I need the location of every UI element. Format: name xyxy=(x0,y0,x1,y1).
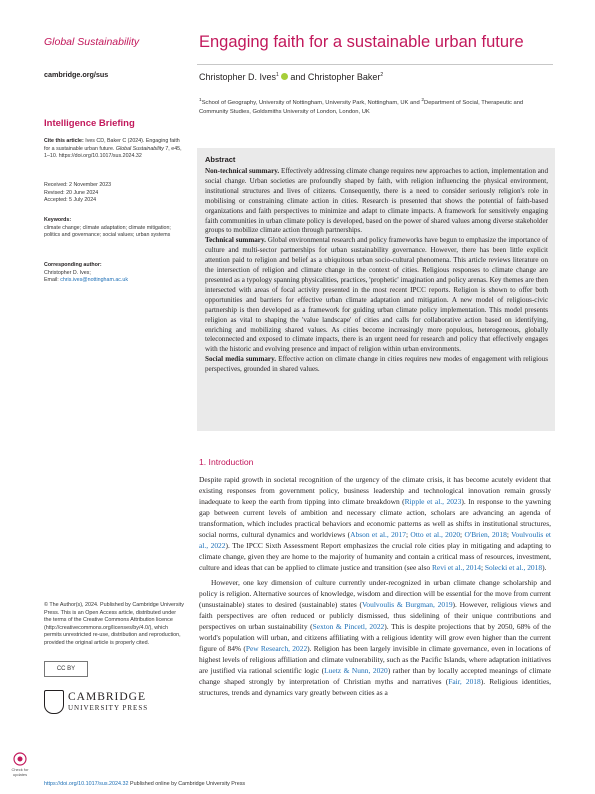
intro-paragraph-2 xyxy=(199,577,551,699)
paragraph-text: However, one key dimension of culture currently under-recognized in urban climate change scholarship and policy is religion. Alternative sources of knowledge, wisdom and direction will be essential for the move from current (unsustainable) states to desired (sustainable) states ( xyxy=(199,578,551,610)
publisher-name: CAMBRIDGE xyxy=(68,691,147,703)
affil-mark: 2 xyxy=(421,98,425,103)
crossmark-icon xyxy=(10,752,30,766)
paragraph-text: ; xyxy=(480,563,485,573)
paragraph-text: ). In response to the yawning gap between current levels of ambition and necessary climate action, scholars are advancing an agenda of transformation, which includes practical behaviors and economic patterns as well as shifts in institutional structures, social norms, cultural dynamics and worldviews ( xyxy=(199,497,551,540)
author-line xyxy=(199,72,383,82)
affil-mark: 1 xyxy=(199,98,202,103)
email-link[interactable]: chris.ives@nottingham.ac.uk xyxy=(60,277,128,283)
cambridge-shield-icon xyxy=(44,690,64,714)
affiliations xyxy=(199,96,551,117)
paragraph-text: ; xyxy=(405,530,411,540)
page-footer xyxy=(44,781,245,787)
accepted-date: Accepted: 5 July 2024 xyxy=(44,197,97,203)
author-connector: and xyxy=(287,72,308,82)
nontech-summary: Effectively addressing climate change requires new approaches to action, implementation and social change. Urban societies are profoundly shaped by faith, with religion influencing the physical environment, institutional structures and lives of citizens. Consequently, there is a need to consider seriously religion's role in mobilising or constraining climate action in cities. Research is presented that shows the potential of faith-based organizations and faith perspectives to minimize and adapt to climate impacts. A framework for sensitively engaging faith communities in urban climate policy is developed, based on the power of shared values among diverse stakeholder groups to mobilize climate action through partnerships. xyxy=(205,167,548,235)
paragraph-text: ). Religious identities, structures, trends and dynamics vary greatly between cities as a xyxy=(199,677,552,698)
citation-link[interactable]: Revi et al., 2014 xyxy=(431,563,481,573)
orcid-icon[interactable] xyxy=(281,73,288,80)
author-affil-mark: 1 xyxy=(276,72,279,78)
affiliation-1: School of Geography, University of Nottingham, University Park, Nottingham, UK and xyxy=(201,99,422,106)
paragraph-text: ). This is despite projections that by 2050, 68% of the world's population will urban, and citizens affiliating with a religious identity will grow even higher than the current figure of 84% ( xyxy=(199,622,551,654)
check-for-updates-badge[interactable] xyxy=(10,752,30,777)
author-name: Christopher D. Ives xyxy=(199,72,277,82)
corresponding-name: Christopher D. Ives; xyxy=(44,269,91,276)
social-summary: Effective action on climate change in cities requires new modes of engagement with religious perspectives, grounded in shared values. xyxy=(205,355,548,374)
citation-block xyxy=(44,138,184,161)
keywords-block xyxy=(44,217,184,240)
corresponding-block xyxy=(44,262,184,285)
paragraph-text: ). However, religious views and faith perspectives are often reduced or publicly dismissed, thus sidelining of their unique contributions and perspectives on urban sustainability ( xyxy=(199,600,551,632)
citation-link[interactable]: Luetz & Nunn, 2020 xyxy=(324,666,388,676)
revised-date: Revised: 20 June 2024 xyxy=(44,189,99,196)
keywords-label: Keywords: xyxy=(44,217,72,223)
paragraph-text: ). The IPCC Sixth Assessment Report emphasizes the crucial role cities play in mitigating and adapting to climate change, given they are home to the majority of humanity and contain a critical mass of resources, investment, culture and ideas that can be applied to climate justice and transition (see also xyxy=(199,541,551,573)
cite-label: Cite this article: xyxy=(44,138,84,144)
paragraph-text: ; xyxy=(460,530,465,540)
cc-license-badge[interactable]: CC BY xyxy=(44,661,88,677)
paragraph-text: Despite rapid growth in societal recognition of the urgency of the climate crisis, it has become acutely evident that existing responses from government policy, business leadership and technological innovation remain grossly inadequate to keep the earth from tipping into climate breakdown ( xyxy=(199,475,551,507)
affiliation-2: Department of Social, Therapeutic and Community Studies, Goldsmiths University of London, London, UK xyxy=(199,99,524,115)
citation-link[interactable]: Abson et al., 2017 xyxy=(350,530,406,540)
title-divider xyxy=(197,64,553,65)
intro-paragraph-1 xyxy=(199,474,551,573)
paragraph-text: ; xyxy=(506,530,512,540)
publisher-subtitle: UNIVERSITY PRESS xyxy=(68,704,149,712)
corresponding-label: Corresponding author: xyxy=(44,262,102,268)
tech-summary: Global environmental research and policy frameworks have begun to emphasize the importance of culture and multi-sector partnerships for urban sustainability governance. However, there has been little explicit attention paid to religion and belief as a ubiquitous urban socio-cultural phenomena. This article reviews literature on the intersection of religion and climate change in the context of cities. Religious responses to climate change are presented as a typology spanning physicalities, practices, 'prophetic' imagination and policy arenas. Key themes are then intersected with areas of focal activity presented in the most recent IPCC reports. Religion is shown to offer both opportunities and barriers for effective urban climate adaptation and mitigation. A new model of religious-civic partnership is then developed as a framework for guiding urban climate policy implementation. This model presents religion as vital to shaping the 'value landscape' of cities and calls for collaborative action based on identifying, enriching and mobilizing shared values. As cities become increasingly more populous, heterogeneous, globally teleconnected and exposed to climate impacts, there is an urgent need for research and policy that effectively engages with the historic and evolving presence and impact of religion within urban environments. xyxy=(205,236,548,354)
citation-link[interactable]: Ripple et al., 2023 xyxy=(404,497,462,507)
social-label: Social media summary. xyxy=(205,355,277,364)
cite-rest: 7, e45, 1–10. https://doi.org/10.1017/sus.2024.32 xyxy=(44,145,182,159)
journal-website[interactable]: cambridge.org/sus xyxy=(44,70,109,79)
citation-link[interactable]: Sexton & Pincetl, 2022 xyxy=(312,622,385,632)
copyright-notice: © The Author(s), 2024. Published by Cambridge University Press. This is an Open Access article, distributed under the terms of the Creative Commons Attribution licence (http://creativecommons.org/licenses/by/4.0/), which permits unrestricted re-use, distribution and reproduction, provided the original article is properly cited. xyxy=(44,602,184,646)
author-name: Christopher Baker xyxy=(307,72,381,82)
paragraph-text: ). Religion has been largely invisible in climate governance, even in locations of highest levels of religious affiliation and climate vulnerability, such as the Pacific Islands, where adaptation initiatives are justified via rational scientific logic ( xyxy=(199,644,551,676)
journal-name: Global Sustainability xyxy=(44,36,140,48)
paragraph-text: ) rather than by locally accepted meanings of climate change shaped strongly by interpretation of Christian myths and narratives ( xyxy=(199,666,551,687)
cite-text: Ives CD, Baker C (2024). Engaging faith for a sustainable urban future. xyxy=(44,138,180,152)
email-label: Email: xyxy=(44,277,59,283)
citation-link[interactable]: Otto et al., 2020 xyxy=(410,530,461,540)
doi-link[interactable]: https://doi.org/10.1017/sus.2024.32 xyxy=(44,781,129,787)
citation-link[interactable]: Solecki et al., 2018 xyxy=(484,563,543,573)
received-date: Received: 2 November 2023 xyxy=(44,182,112,188)
citation-link[interactable]: Fair, 2018 xyxy=(448,677,481,687)
published-online: Published online by Cambridge University Press xyxy=(130,781,246,787)
abstract-heading: Abstract xyxy=(205,155,236,164)
citation-link[interactable]: O'Brien, 2018 xyxy=(464,530,507,540)
citation-link[interactable]: Pew Research, 2022 xyxy=(245,644,308,654)
article-type: Intelligence Briefing xyxy=(44,118,135,129)
article-title: Engaging faith for a sustainable urban future xyxy=(199,33,524,51)
tech-label: Technical summary. xyxy=(205,236,266,245)
dates-block xyxy=(44,182,184,205)
author-affil-mark: 2 xyxy=(380,72,384,78)
keywords: climate change; climate adaptation; climate mitigation; politics and governance; social values; urban systems xyxy=(44,224,171,238)
citation-link[interactable]: Voulvoulis & Burgman, 2019 xyxy=(362,600,453,610)
cite-journal: Global Sustainability xyxy=(115,145,164,152)
nontech-label: Non-technical summary. xyxy=(205,167,280,175)
citation-link[interactable]: Voulvoulis et al., 2022 xyxy=(199,530,551,551)
section-heading: 1. Introduction xyxy=(199,457,254,467)
check-for-updates-label: Check for updates xyxy=(11,767,29,777)
abstract-body xyxy=(205,167,548,375)
paragraph-text: ). xyxy=(542,563,547,573)
